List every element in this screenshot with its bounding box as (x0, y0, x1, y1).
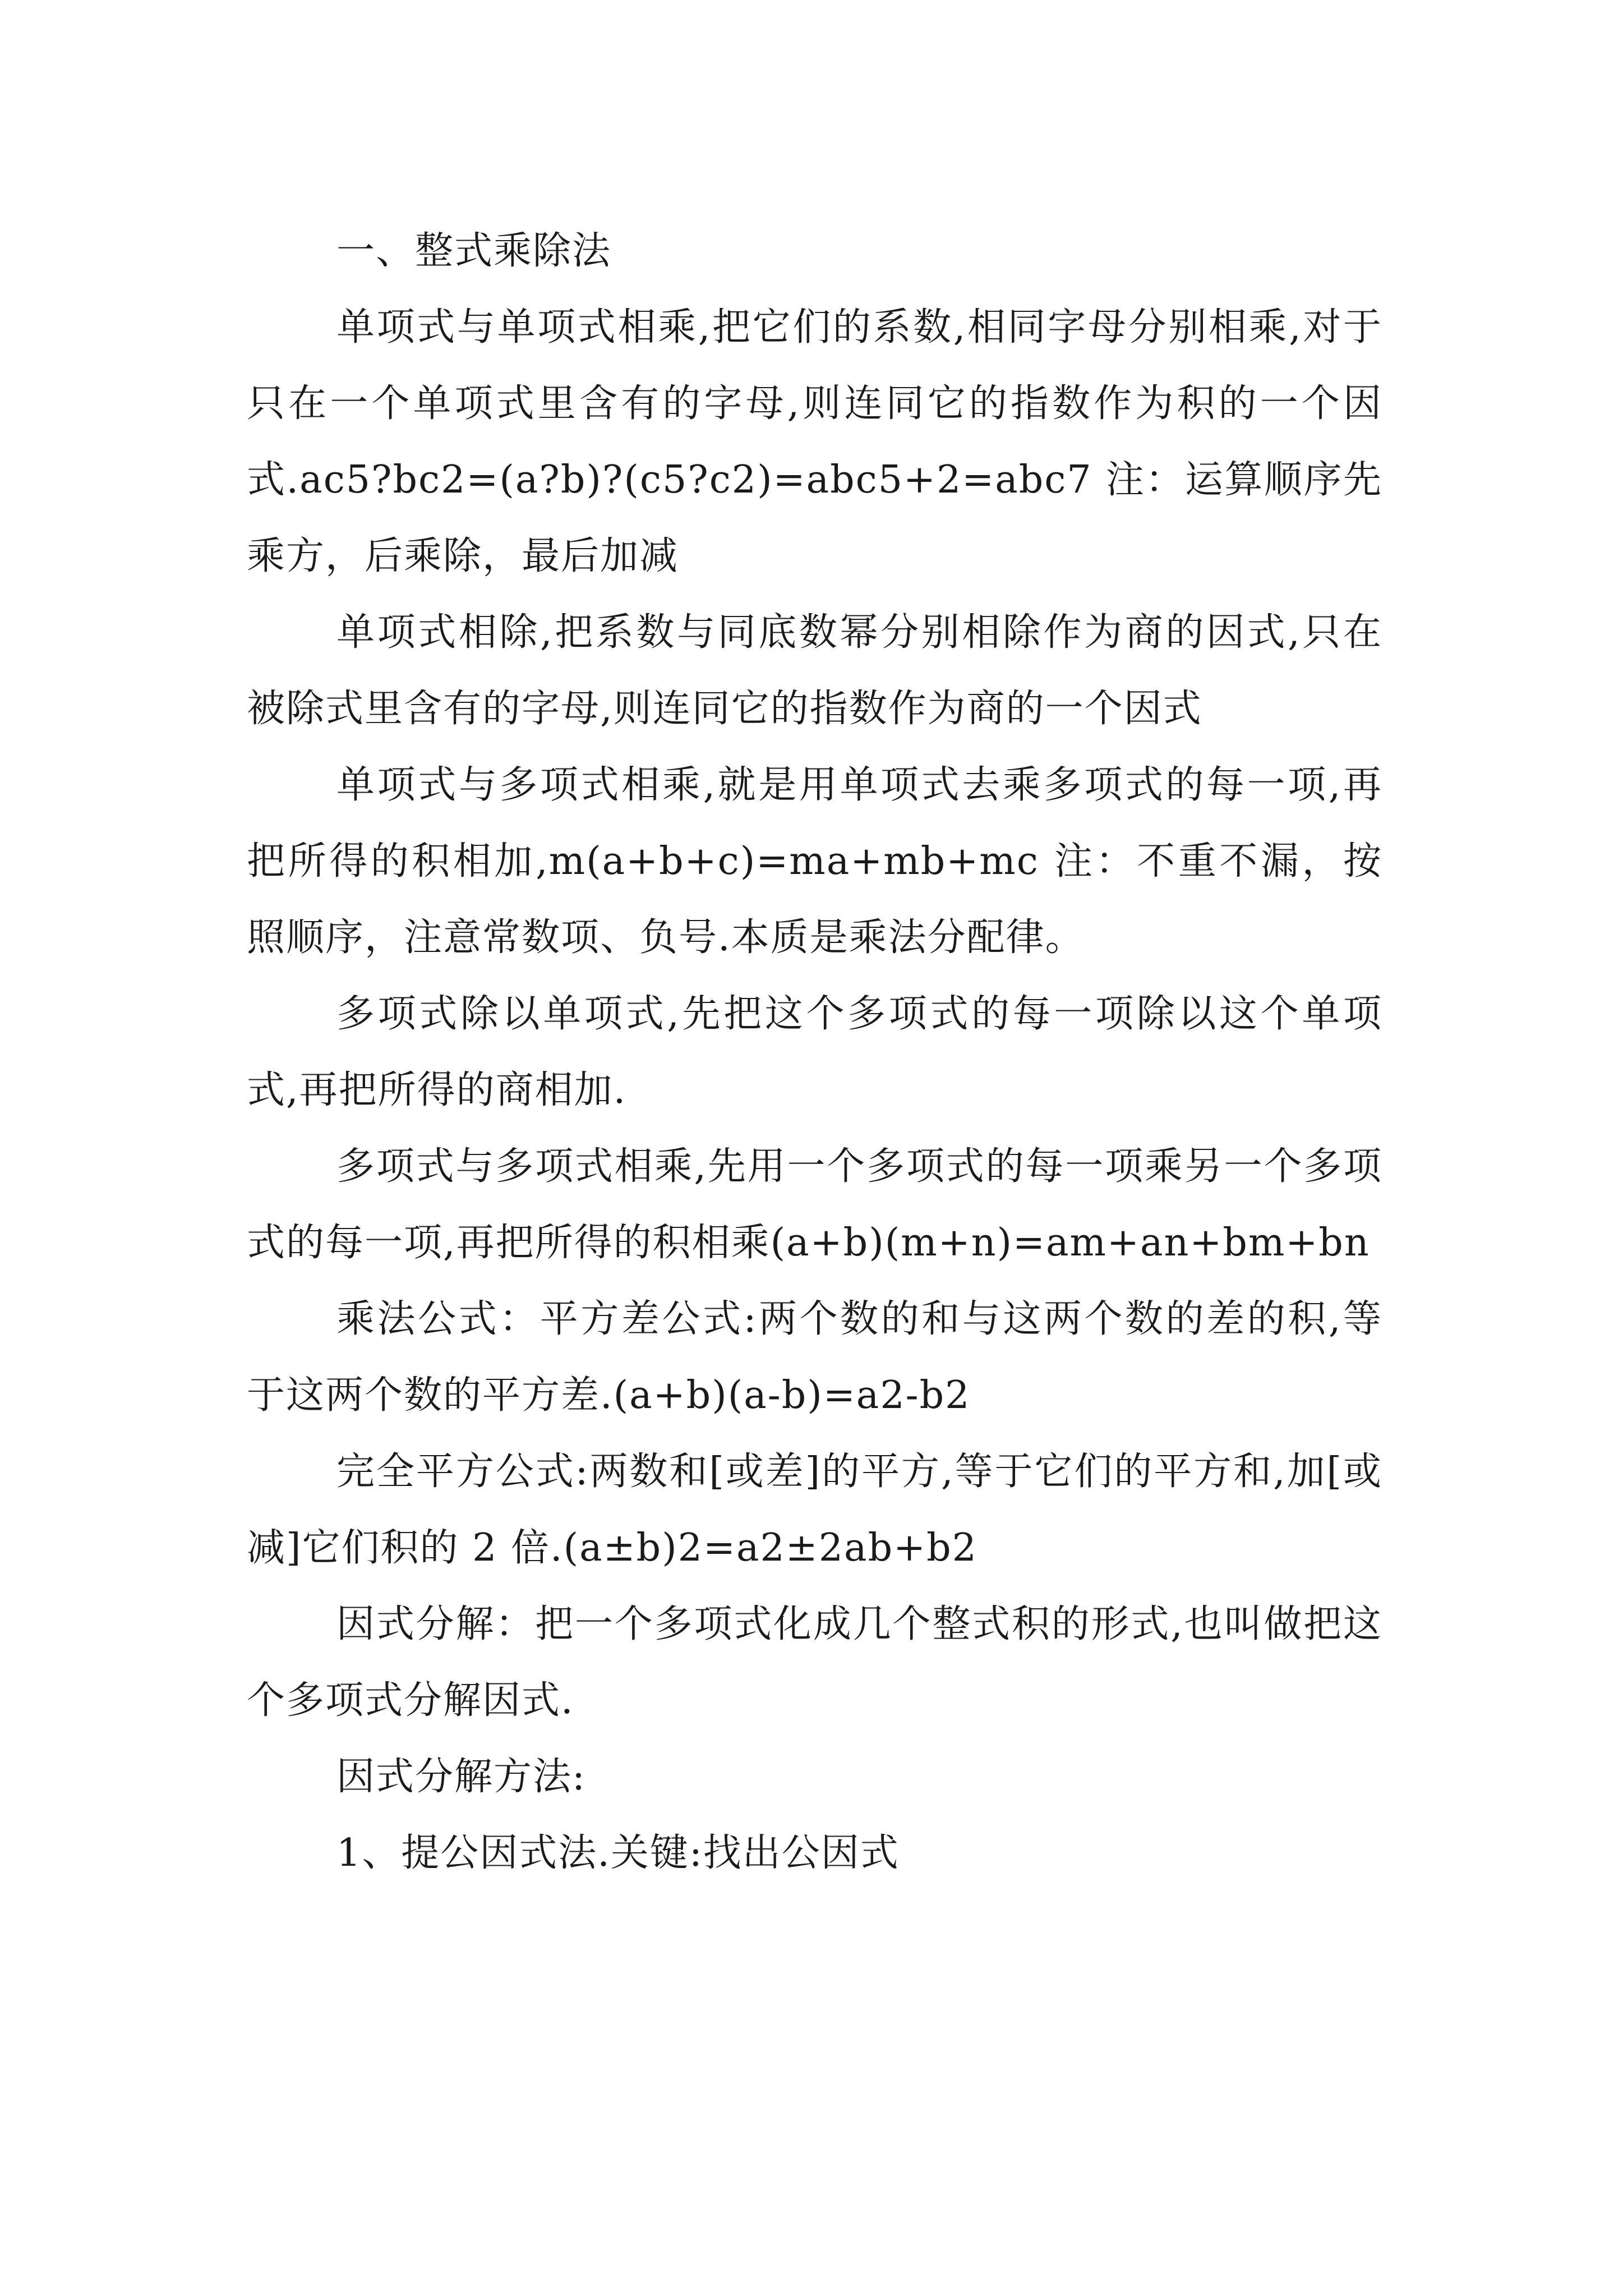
paragraph-monomial-times-monomial: 单项式与单项式相乘,把它们的系数,相同字母分别相乘,对于只在一个单项式里含有的字母,则连同它的指数作为积的一个因式.ac5?bc2=(a?b)?(c5?c2)=abc5+2=abc7 注：运算顺序先乘方，后乘除，最后加减 (247, 305, 1382, 578)
paragraph-common-factor: 1、提公因式法.关键:找出公因式 (336, 1831, 900, 1875)
paragraph-difference-of-squares: 乘法公式：平方差公式:两个数的和与这两个数的差的积,等于这两个数的平方差.(a+b)(a-b)=a2-b2 (247, 1297, 1382, 1418)
document-page (247, 213, 1382, 1892)
paragraph-factorization: 因式分解：把一个多项式化成几个整式积的形式,也叫做把这个多项式分解因式. (247, 1602, 1382, 1723)
paragraph-polynomial-divided-by-monomial: 多项式除以单项式,先把这个多项式的每一项除以这个单项式,再把所得的商相加. (247, 992, 1382, 1112)
paragraph-monomial-division: 单项式相除,把系数与同底数幂分别相除作为商的因式,只在被除式里含有的字母,则连同它的指数作为商的一个因式 (247, 610, 1382, 731)
paragraph-monomial-times-polynomial: 单项式与多项式相乘,就是用单项式去乘多项式的每一项,再把所得的积相加,m(a+b+c)=ma+mb+mc 注：不重不漏，按照顺序，注意常数项、负号.本质是乘法分配律。 (247, 763, 1382, 960)
paragraph-perfect-square: 完全平方公式:两数和[或差]的平方,等于它们的平方和,加[或减]它们积的 2 倍.(a±b)2=a2±2ab+b2 (247, 1450, 1382, 1570)
paragraph-factorization-methods: 因式分解方法: (336, 1755, 586, 1799)
paragraph-polynomial-times-polynomial: 多项式与多项式相乘,先用一个多项式的每一项乘另一个多项式的每一项,再把所得的积相乘(a+b)(m+n)=am+an+bm+bn (247, 1144, 1382, 1265)
section-heading: 一、整式乘除法 (336, 229, 612, 273)
